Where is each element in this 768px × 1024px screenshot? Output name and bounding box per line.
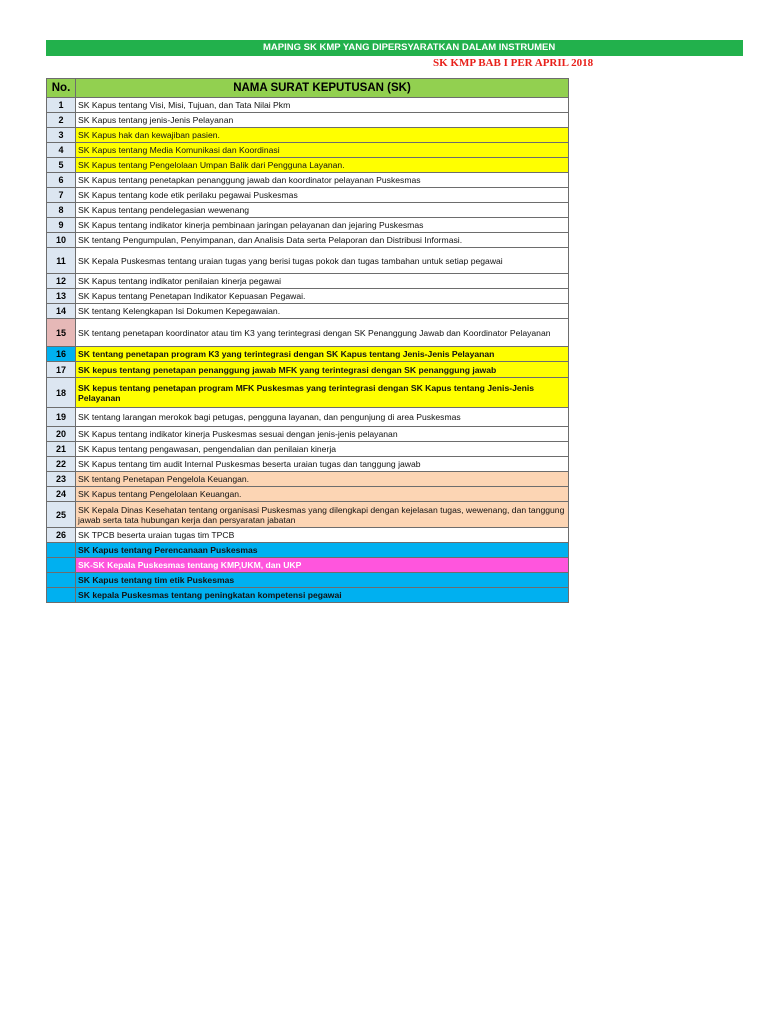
table-row <box>47 188 569 203</box>
row-number <box>47 558 76 573</box>
row-number: 21 <box>47 442 76 457</box>
banner-title: MAPING SK KMP YANG DIPERSYARATKAN DALAM INSTRUMEN <box>263 42 556 53</box>
table-row <box>47 558 569 573</box>
row-number <box>47 543 76 558</box>
row-sk-name: SK kepus tentang penetapan penanggung jawab MFK yang terintegrasi dengan SK penanggung jawab <box>76 362 569 378</box>
row-sk-name: SK Kapus tentang Pengelolaan Umpan Balik dari Pengguna Layanan. <box>76 158 569 173</box>
row-number: 4 <box>47 143 76 158</box>
row-number: 12 <box>47 274 76 289</box>
row-sk-name: SK tentang penetapan koordinator atau tim K3 yang terintegrasi dengan SK Penanggung Jawab dan Koordinator Pelayanan <box>76 319 569 347</box>
row-number <box>47 588 76 603</box>
row-sk-name: SK-SK Kepala Puskesmas tentang KMP,UKM, dan UKP <box>76 558 569 573</box>
table-row <box>47 98 569 113</box>
table-row <box>47 248 569 274</box>
table-row <box>47 218 569 233</box>
row-sk-name: SK Kapus tentang Pengelolaan Keuangan. <box>76 487 569 502</box>
row-sk-name: SK Kapus tentang tim audit Internal Puskesmas beserta uraian tugas dan tanggung jawab <box>76 457 569 472</box>
row-number: 1 <box>47 98 76 113</box>
row-sk-name: SK Kepala Puskesmas tentang uraian tugas yang berisi tugas pokok dan tugas tambahan untuk setiap pegawai <box>76 248 569 274</box>
row-sk-name: SK Kapus tentang Visi, Misi, Tujuan, dan Tata Nilai Pkm <box>76 98 569 113</box>
table-row <box>47 442 569 457</box>
table-row <box>47 487 569 502</box>
header-name: NAMA SURAT KEPUTUSAN (SK) <box>76 79 569 98</box>
table-row <box>47 158 569 173</box>
table-row <box>47 573 569 588</box>
row-number: 25 <box>47 502 76 528</box>
row-sk-name: SK tentang larangan merokok bagi petugas, pengguna layanan, dan pengunjung di area Puskesmas <box>76 408 569 427</box>
row-sk-name: SK Kapus tentang indikator kinerja pembinaan jaringan pelayanan dan jejaring Puskesmas <box>76 218 569 233</box>
row-sk-name: SK Kapus tentang pendelegasian wewenang <box>76 203 569 218</box>
table-row <box>47 128 569 143</box>
row-sk-name: SK kepus tentang penetapan program MFK Puskesmas yang terintegrasi dengan SK Kapus tentang Jenis-Jenis Pelayanan <box>76 378 569 408</box>
row-sk-name: SK Kapus tentang Penetapan Indikator Kepuasan Pegawai. <box>76 289 569 304</box>
table-row <box>47 304 569 319</box>
row-number: 24 <box>47 487 76 502</box>
table-body <box>47 98 569 603</box>
table-row <box>47 588 569 603</box>
row-sk-name: SK Kapus tentang penetapkan penanggung jawab dan koordinator pelayanan Puskesmas <box>76 173 569 188</box>
table-row <box>47 408 569 427</box>
table-row <box>47 362 569 378</box>
row-number: 13 <box>47 289 76 304</box>
row-number: 22 <box>47 457 76 472</box>
row-number: 18 <box>47 378 76 408</box>
row-number: 14 <box>47 304 76 319</box>
table-row <box>47 143 569 158</box>
table-row <box>47 528 569 543</box>
row-sk-name: SK tentang Pengumpulan, Penyimpanan, dan Analisis Data serta Pelaporan dan Distribusi Informasi. <box>76 233 569 248</box>
row-number: 11 <box>47 248 76 274</box>
row-number: 6 <box>47 173 76 188</box>
row-number: 5 <box>47 158 76 173</box>
row-sk-name: SK Kapus tentang tim etik Puskesmas <box>76 573 569 588</box>
row-number: 23 <box>47 472 76 487</box>
row-sk-name: SK tentang Kelengkapan Isi Dokumen Kepegawaian. <box>76 304 569 319</box>
row-sk-name: SK Kapus hak dan kewajiban pasien. <box>76 128 569 143</box>
row-number: 19 <box>47 408 76 427</box>
row-number: 26 <box>47 528 76 543</box>
row-number: 16 <box>47 347 76 362</box>
subtitle: SK KMP BAB I PER APRIL 2018 <box>433 57 594 69</box>
header-no: No. <box>47 79 76 98</box>
row-sk-name: SK TPCB beserta uraian tugas tim TPCB <box>76 528 569 543</box>
row-sk-name: SK tentang penetapan program K3 yang terintegrasi dengan SK Kapus tentang Jenis-Jenis Pelayanan <box>76 347 569 362</box>
table-row <box>47 289 569 304</box>
table-row <box>47 427 569 442</box>
table-row <box>47 378 569 408</box>
table-row <box>47 502 569 528</box>
row-number: 3 <box>47 128 76 143</box>
table-row <box>47 203 569 218</box>
table-row <box>47 347 569 362</box>
row-sk-name: SK Kapus tentang Perencanaan Puskesmas <box>76 543 569 558</box>
row-sk-name: SK Kepala Dinas Kesehatan tentang organisasi Puskesmas yang dilengkapi dengan kejelasan tugas, wewenang, dan tanggung jawab serta tata hubungan kerja dan persyaratan jabatan <box>76 502 569 528</box>
table-header-row <box>47 79 569 98</box>
table-row <box>47 472 569 487</box>
row-sk-name: SK Kapus tentang indikator kinerja Puskesmas sesuai dengan jenis-jenis pelayanan <box>76 427 569 442</box>
row-sk-name: SK kepala Puskesmas tentang peningkatan kompetensi pegawai <box>76 588 569 603</box>
row-number: 9 <box>47 218 76 233</box>
row-number: 10 <box>47 233 76 248</box>
row-sk-name: SK tentang Penetapan Pengelola Keuangan. <box>76 472 569 487</box>
title-banner <box>46 40 743 56</box>
table-row <box>47 233 569 248</box>
row-number: 20 <box>47 427 76 442</box>
table-row <box>47 319 569 347</box>
sk-table <box>46 78 569 603</box>
row-sk-name: SK Kapus tentang indikator penilaian kinerja pegawai <box>76 274 569 289</box>
row-sk-name: SK Kapus tentang pengawasan, pengendalian dan penilaian kinerja <box>76 442 569 457</box>
row-number: 2 <box>47 113 76 128</box>
table-row <box>47 543 569 558</box>
table-row <box>47 113 569 128</box>
table-row <box>47 274 569 289</box>
table-row <box>47 457 569 472</box>
row-number: 7 <box>47 188 76 203</box>
row-sk-name: SK Kapus tentang Media Komunikasi dan Koordinasi <box>76 143 569 158</box>
row-number: 8 <box>47 203 76 218</box>
row-number: 17 <box>47 362 76 378</box>
row-number: 15 <box>47 319 76 347</box>
row-sk-name: SK Kapus tentang kode etik perilaku pegawai Puskesmas <box>76 188 569 203</box>
row-number <box>47 573 76 588</box>
table-row <box>47 173 569 188</box>
row-sk-name: SK Kapus tentang jenis-Jenis Pelayanan <box>76 113 569 128</box>
